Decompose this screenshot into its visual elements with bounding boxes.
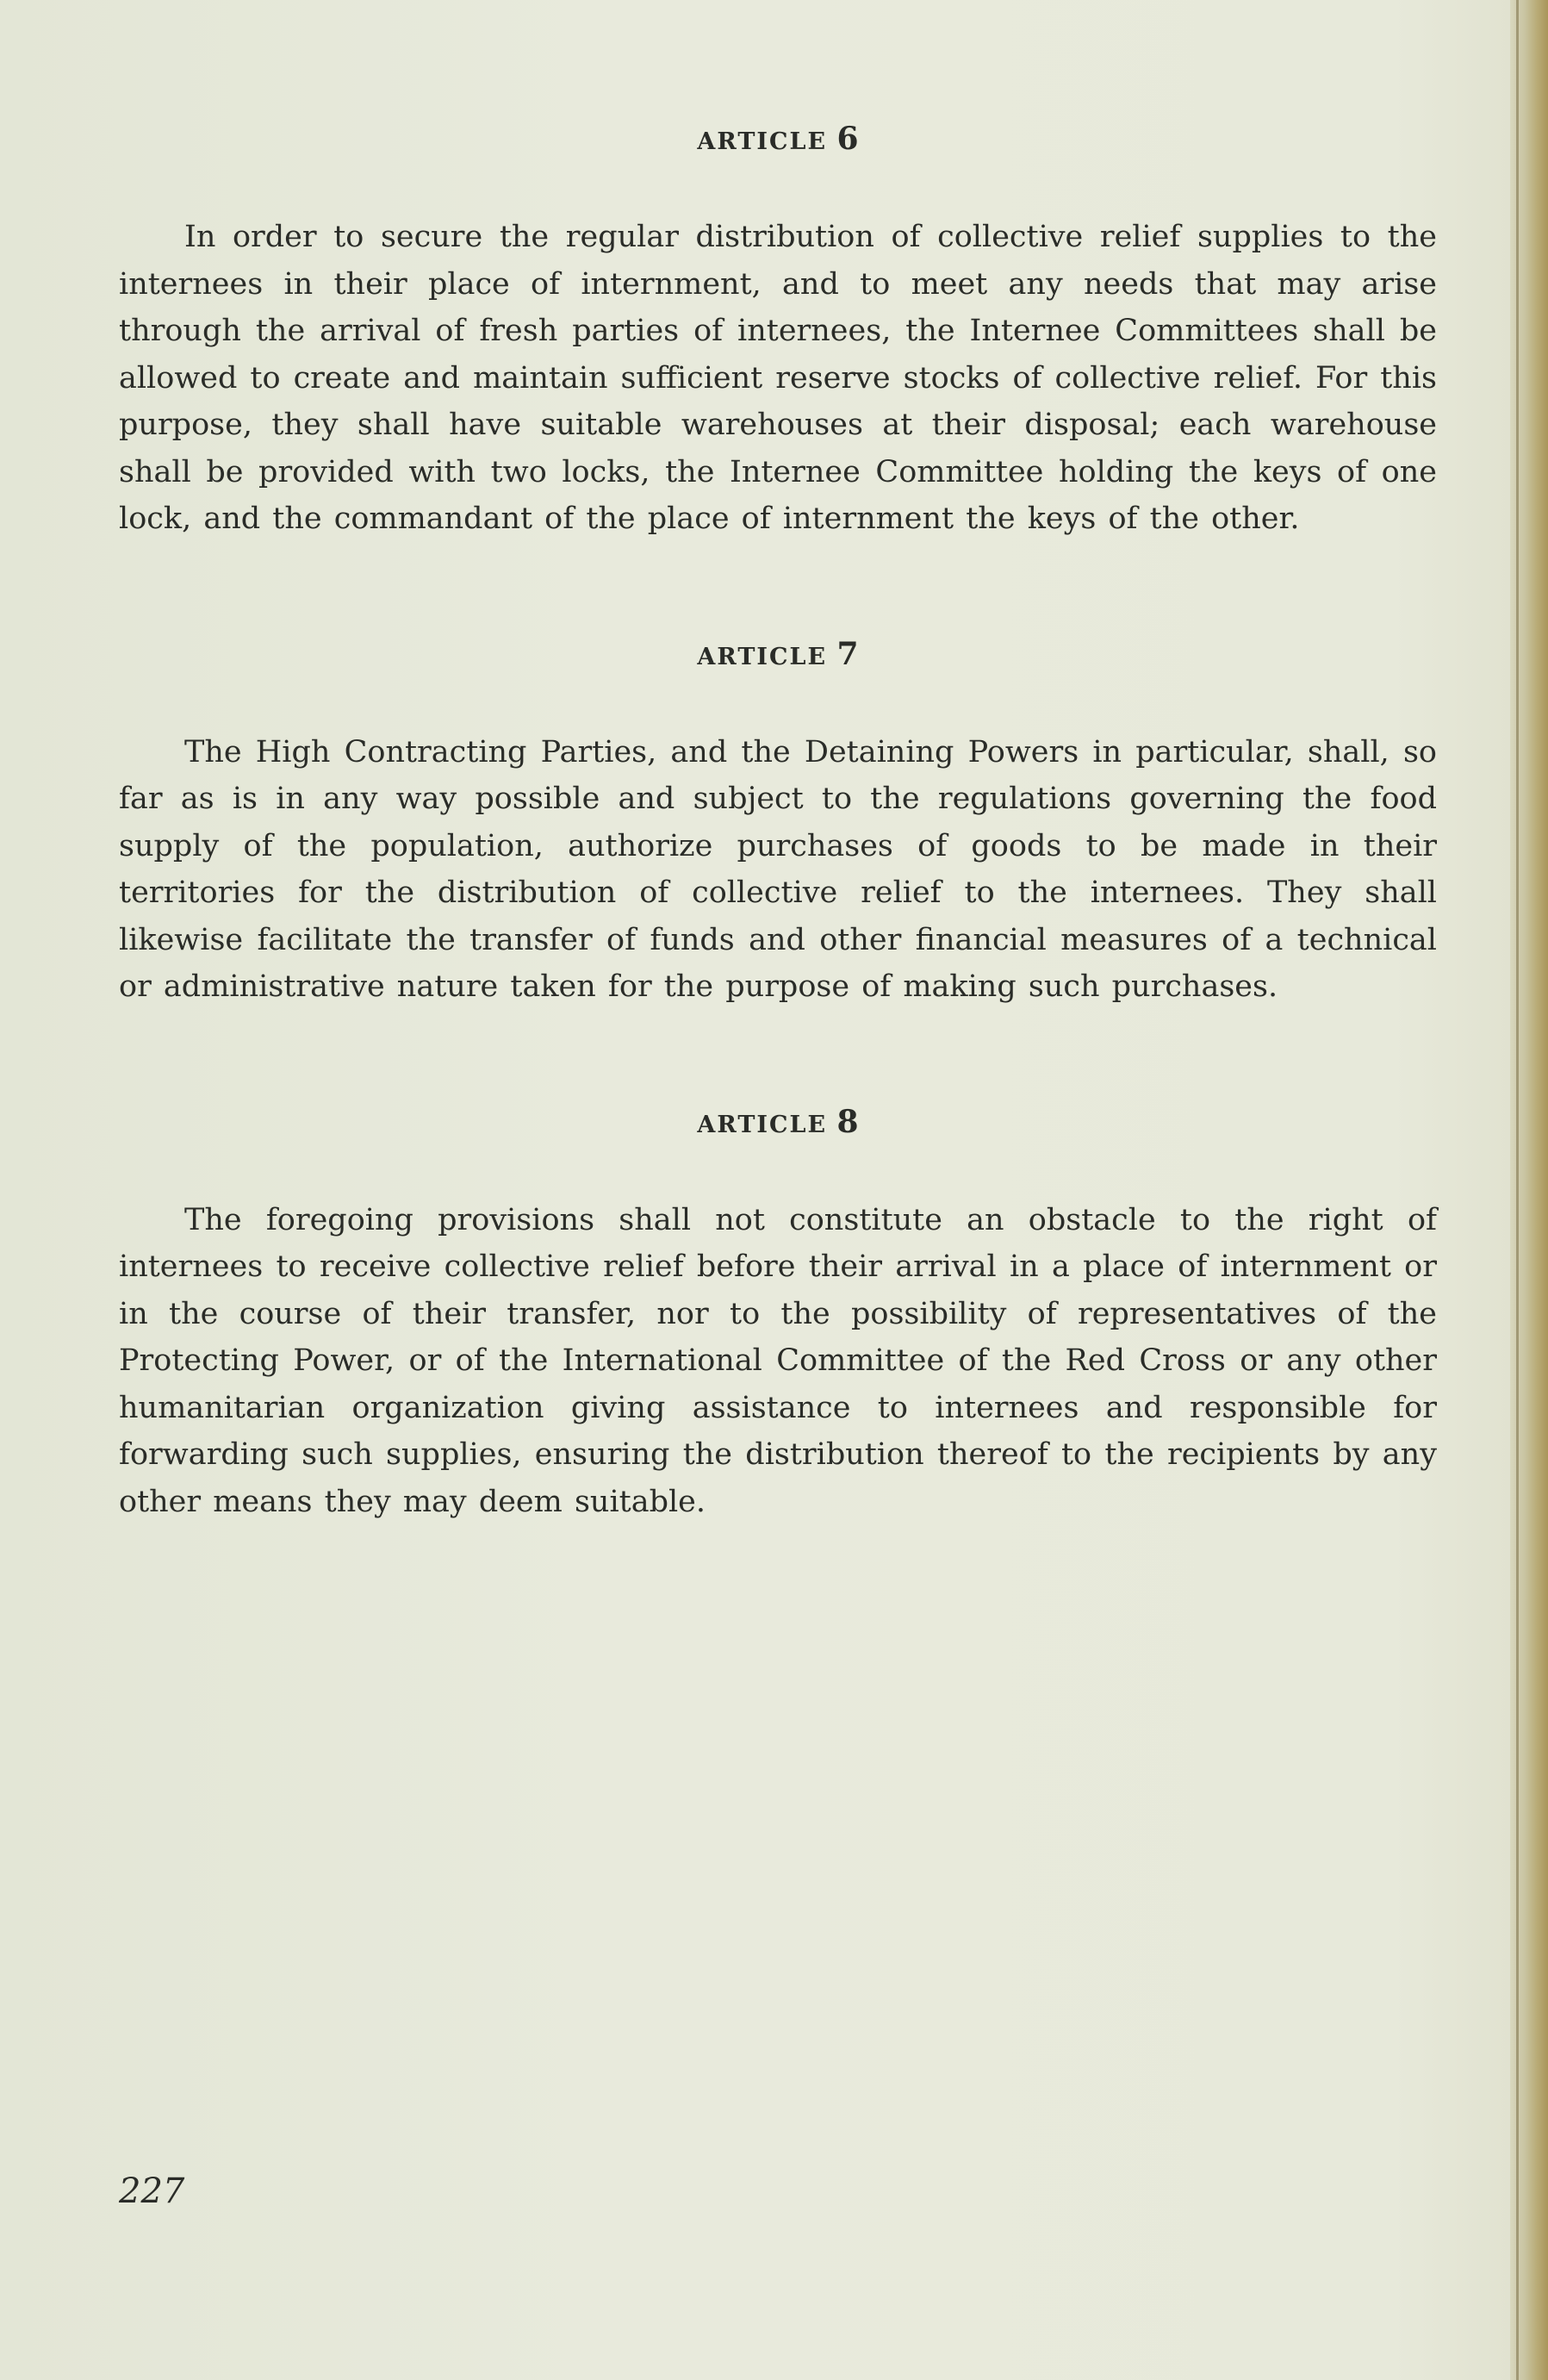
article-label: ARTICLE: [697, 1111, 828, 1138]
page-number: 227: [119, 2171, 185, 2211]
article-label: ARTICLE: [697, 128, 828, 155]
article-8-text: The foregoing provisions shall not constitute an obstacle to the right of internees to receive collective relief before their arrival in a place of internment or in the course of their transfer, nor to the possibility of representatives of the Protecting Power, or of the International Committee of the Red Cross or any other humanitarian organization giving assistance to internees and responsible for forwarding such supplies, ensuring the distribution thereof to the recipients by any other means they may deem suitable.: [119, 1202, 1437, 1519]
page-content: [119, 121, 1437, 1525]
article-7-heading: [119, 636, 1437, 672]
article-8-heading: [119, 1104, 1437, 1140]
article-7-text: The High Contracting Parties, and the Detaining Powers in particular, shall, so far as is in any way possible and subject to the regulations governing the food supply of the population, authorize purchases of goods to be made in their territories for the distribution of collective relief to the internees. They shall likewise facilitate the transfer of funds and other financial measures of a technical or administrative nature taken for the purpose of making such purchases.: [119, 734, 1437, 1004]
article-number: 7: [836, 635, 859, 672]
article-number: 8: [836, 1103, 859, 1140]
article-label: ARTICLE: [697, 643, 828, 670]
article-number: 6: [836, 121, 859, 157]
article-6-heading: [119, 121, 1437, 157]
page-gutter-line: [1516, 0, 1519, 2380]
article-6-text: In order to secure the regular distribution of collective relief supplies to the internees in their place of internment, and to meet any needs that may arise through the arrival of fresh parties of internees, the Internee Committees shall be allowed to create and maintain sufficient reserve stocks of collective relief. For this purpose, they shall have suitable warehouses at their disposal; each warehouse shall be provided with two locks, the Internee Committee holding the keys of one lock, and the commandant of the place of internment the keys of the other.: [119, 220, 1437, 536]
